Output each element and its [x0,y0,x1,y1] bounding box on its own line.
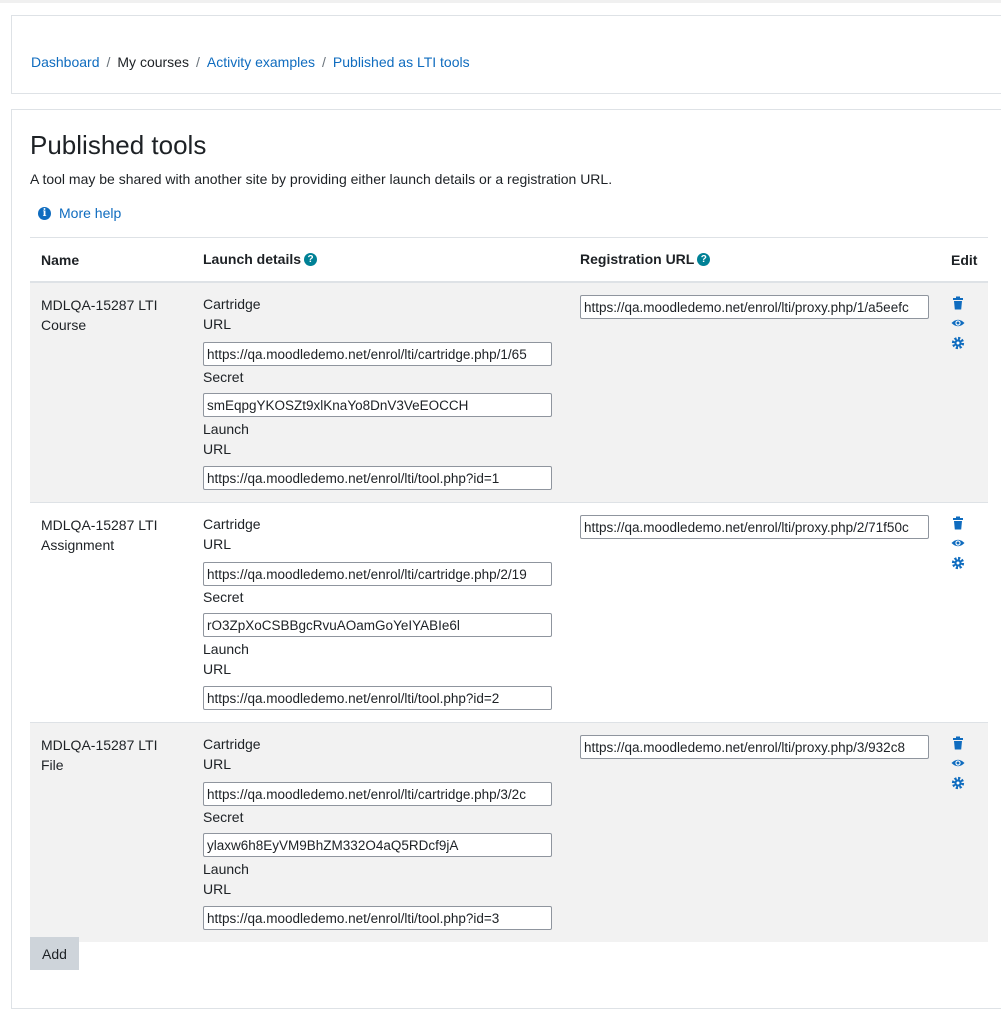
launch-url-field[interactable] [203,686,552,710]
breadcrumb-published-lti[interactable]: Published as LTI tools [332,54,470,70]
cartridge-label: Cartridge [203,296,261,312]
more-help-link[interactable] [38,205,121,221]
breadcrumb-activity-examples[interactable]: Activity examples [206,54,316,70]
header-launch-details [203,251,317,267]
secret-label: Secret [203,589,244,605]
header-name-label: Name [41,252,80,268]
info-icon: i [38,207,51,220]
cartridge-label: Cartridge [203,736,261,752]
table-header [30,237,988,283]
url-label: URL [203,881,232,897]
tool-name: MDLQA-15287 LTI File [41,737,158,773]
header-edit [951,252,977,268]
page-title: Published tools [30,130,207,160]
breadcrumb-card [11,15,1001,94]
secret-field[interactable] [203,613,552,637]
registration-url-field[interactable] [580,295,929,319]
cartridge-url-field[interactable] [203,782,552,806]
help-icon[interactable]: ? [697,253,710,266]
help-icon[interactable]: ? [304,253,317,266]
header-edit-label: Edit [951,252,978,268]
breadcrumb-separator: / [106,54,111,70]
secret-label: Secret [203,369,244,385]
published-tools-table [30,237,988,942]
page-intro: A tool may be shared with another site by providing either launch details or a registration URL. [30,171,613,187]
breadcrumb-dashboard[interactable]: Dashboard [31,54,100,70]
cartridge-label: Cartridge [203,516,261,532]
add-button[interactable]: Add [30,937,79,970]
gear-icon[interactable] [951,776,965,790]
launch-label: Launch [203,861,249,877]
launch-label: Launch [203,421,249,437]
secret-field[interactable] [203,833,552,857]
eye-icon[interactable] [951,536,965,550]
breadcrumb-my-courses: My courses [117,54,189,70]
url-label: URL [203,316,232,332]
table-row [30,503,988,723]
trash-icon[interactable] [951,516,965,530]
launch-label: Launch [203,641,249,657]
breadcrumb-separator: / [195,54,200,70]
gear-icon[interactable] [951,336,965,350]
trash-icon[interactable] [951,296,965,310]
table-row [30,283,988,503]
more-help-label: More help [59,205,122,221]
header-registration-url [580,251,710,267]
breadcrumb-separator: / [322,54,326,70]
launch-url-field[interactable] [203,906,552,930]
url-label: URL [203,536,232,552]
cartridge-url-field[interactable] [203,562,552,586]
header-launch-details-label: Launch details [203,251,302,267]
registration-url-field[interactable] [580,735,929,759]
trash-icon[interactable] [951,736,965,750]
url-label: URL [203,441,232,457]
top-divider [0,0,1001,3]
launch-url-field[interactable] [203,466,552,490]
breadcrumb [31,54,470,70]
tool-name: MDLQA-15287 LTI Assignment [41,517,158,553]
eye-icon[interactable] [951,316,965,330]
header-name [41,252,79,268]
edit-actions [951,736,965,796]
edit-actions [951,296,965,356]
secret-label: Secret [203,809,244,825]
secret-field[interactable] [203,393,552,417]
eye-icon[interactable] [951,756,965,770]
cartridge-url-field[interactable] [203,342,552,366]
registration-url-field[interactable] [580,515,929,539]
tool-name: MDLQA-15287 LTI Course [41,297,158,333]
gear-icon[interactable] [951,556,965,570]
header-registration-url-label: Registration URL [580,251,695,267]
edit-actions [951,516,965,576]
url-label: URL [203,661,232,677]
url-label: URL [203,756,232,772]
table-row [30,723,988,942]
